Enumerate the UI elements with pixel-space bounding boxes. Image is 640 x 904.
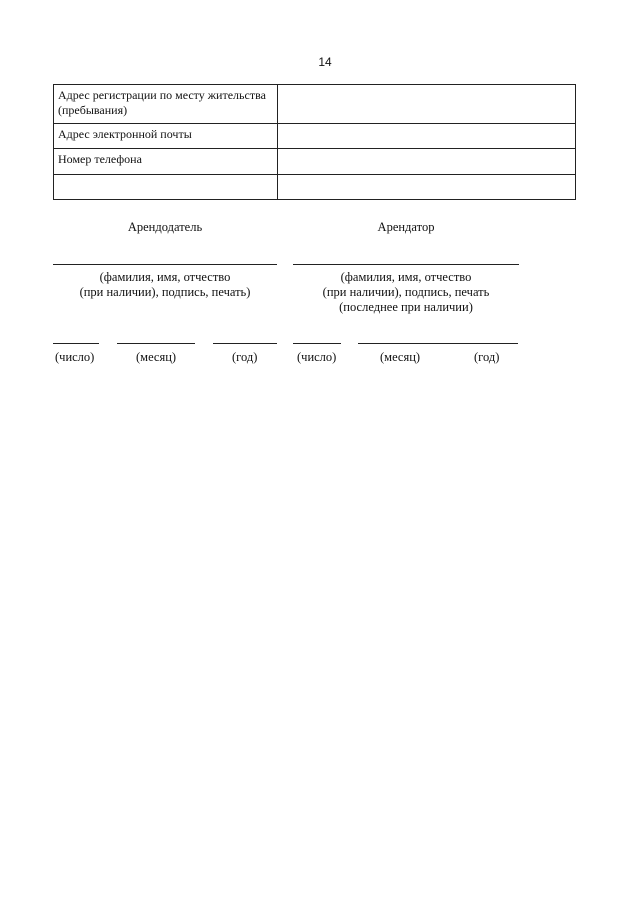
- landlord-day-line: [53, 343, 99, 344]
- empty-value: [278, 175, 576, 200]
- registration-address-value: [278, 85, 576, 124]
- email-label: Адрес электронной почты: [54, 124, 278, 149]
- tenant-signature-caption: [293, 270, 519, 315]
- tenant-day-line: [293, 343, 341, 344]
- page-number: 14: [318, 55, 332, 69]
- landlord-year-line: [213, 343, 277, 344]
- landlord-title: Арендодатель: [127, 220, 203, 234]
- tenant-day-label: (число): [297, 350, 337, 364]
- tenant-month-label: (месяц): [380, 350, 421, 364]
- contact-info-table: [53, 84, 576, 200]
- landlord-signature-line: [53, 264, 277, 265]
- table-row: [54, 149, 576, 175]
- phone-value: [278, 149, 576, 175]
- landlord-caption-line-1: (фамилия, имя, отчество: [99, 270, 231, 284]
- tenant-month-year-line: [358, 343, 518, 344]
- tenant-caption-line-3: (последнее при наличии): [339, 300, 473, 314]
- landlord-signature-caption: [53, 270, 277, 300]
- email-value: [278, 124, 576, 149]
- table-row: [54, 85, 576, 124]
- landlord-year-label: (год): [232, 350, 258, 364]
- tenant-signature-line: [293, 264, 519, 265]
- registration-address-label: Адрес регистрации по месту жительства (пребывания): [54, 85, 278, 124]
- table-row: [54, 124, 576, 149]
- landlord-month-line: [117, 343, 195, 344]
- phone-label: Номер телефона: [54, 149, 278, 175]
- table-row: [54, 175, 576, 200]
- tenant-year-label: (год): [474, 350, 500, 364]
- tenant-caption-line-1: (фамилия, имя, отчество: [340, 270, 472, 284]
- tenant-title: Арендатор: [377, 220, 435, 234]
- landlord-month-label: (месяц): [136, 350, 177, 364]
- landlord-day-label: (число): [55, 350, 95, 364]
- empty-label: [54, 175, 278, 200]
- tenant-caption-line-2: (при наличии), подпись, печать: [322, 285, 490, 299]
- landlord-caption-line-2: (при наличии), подпись, печать): [79, 285, 251, 299]
